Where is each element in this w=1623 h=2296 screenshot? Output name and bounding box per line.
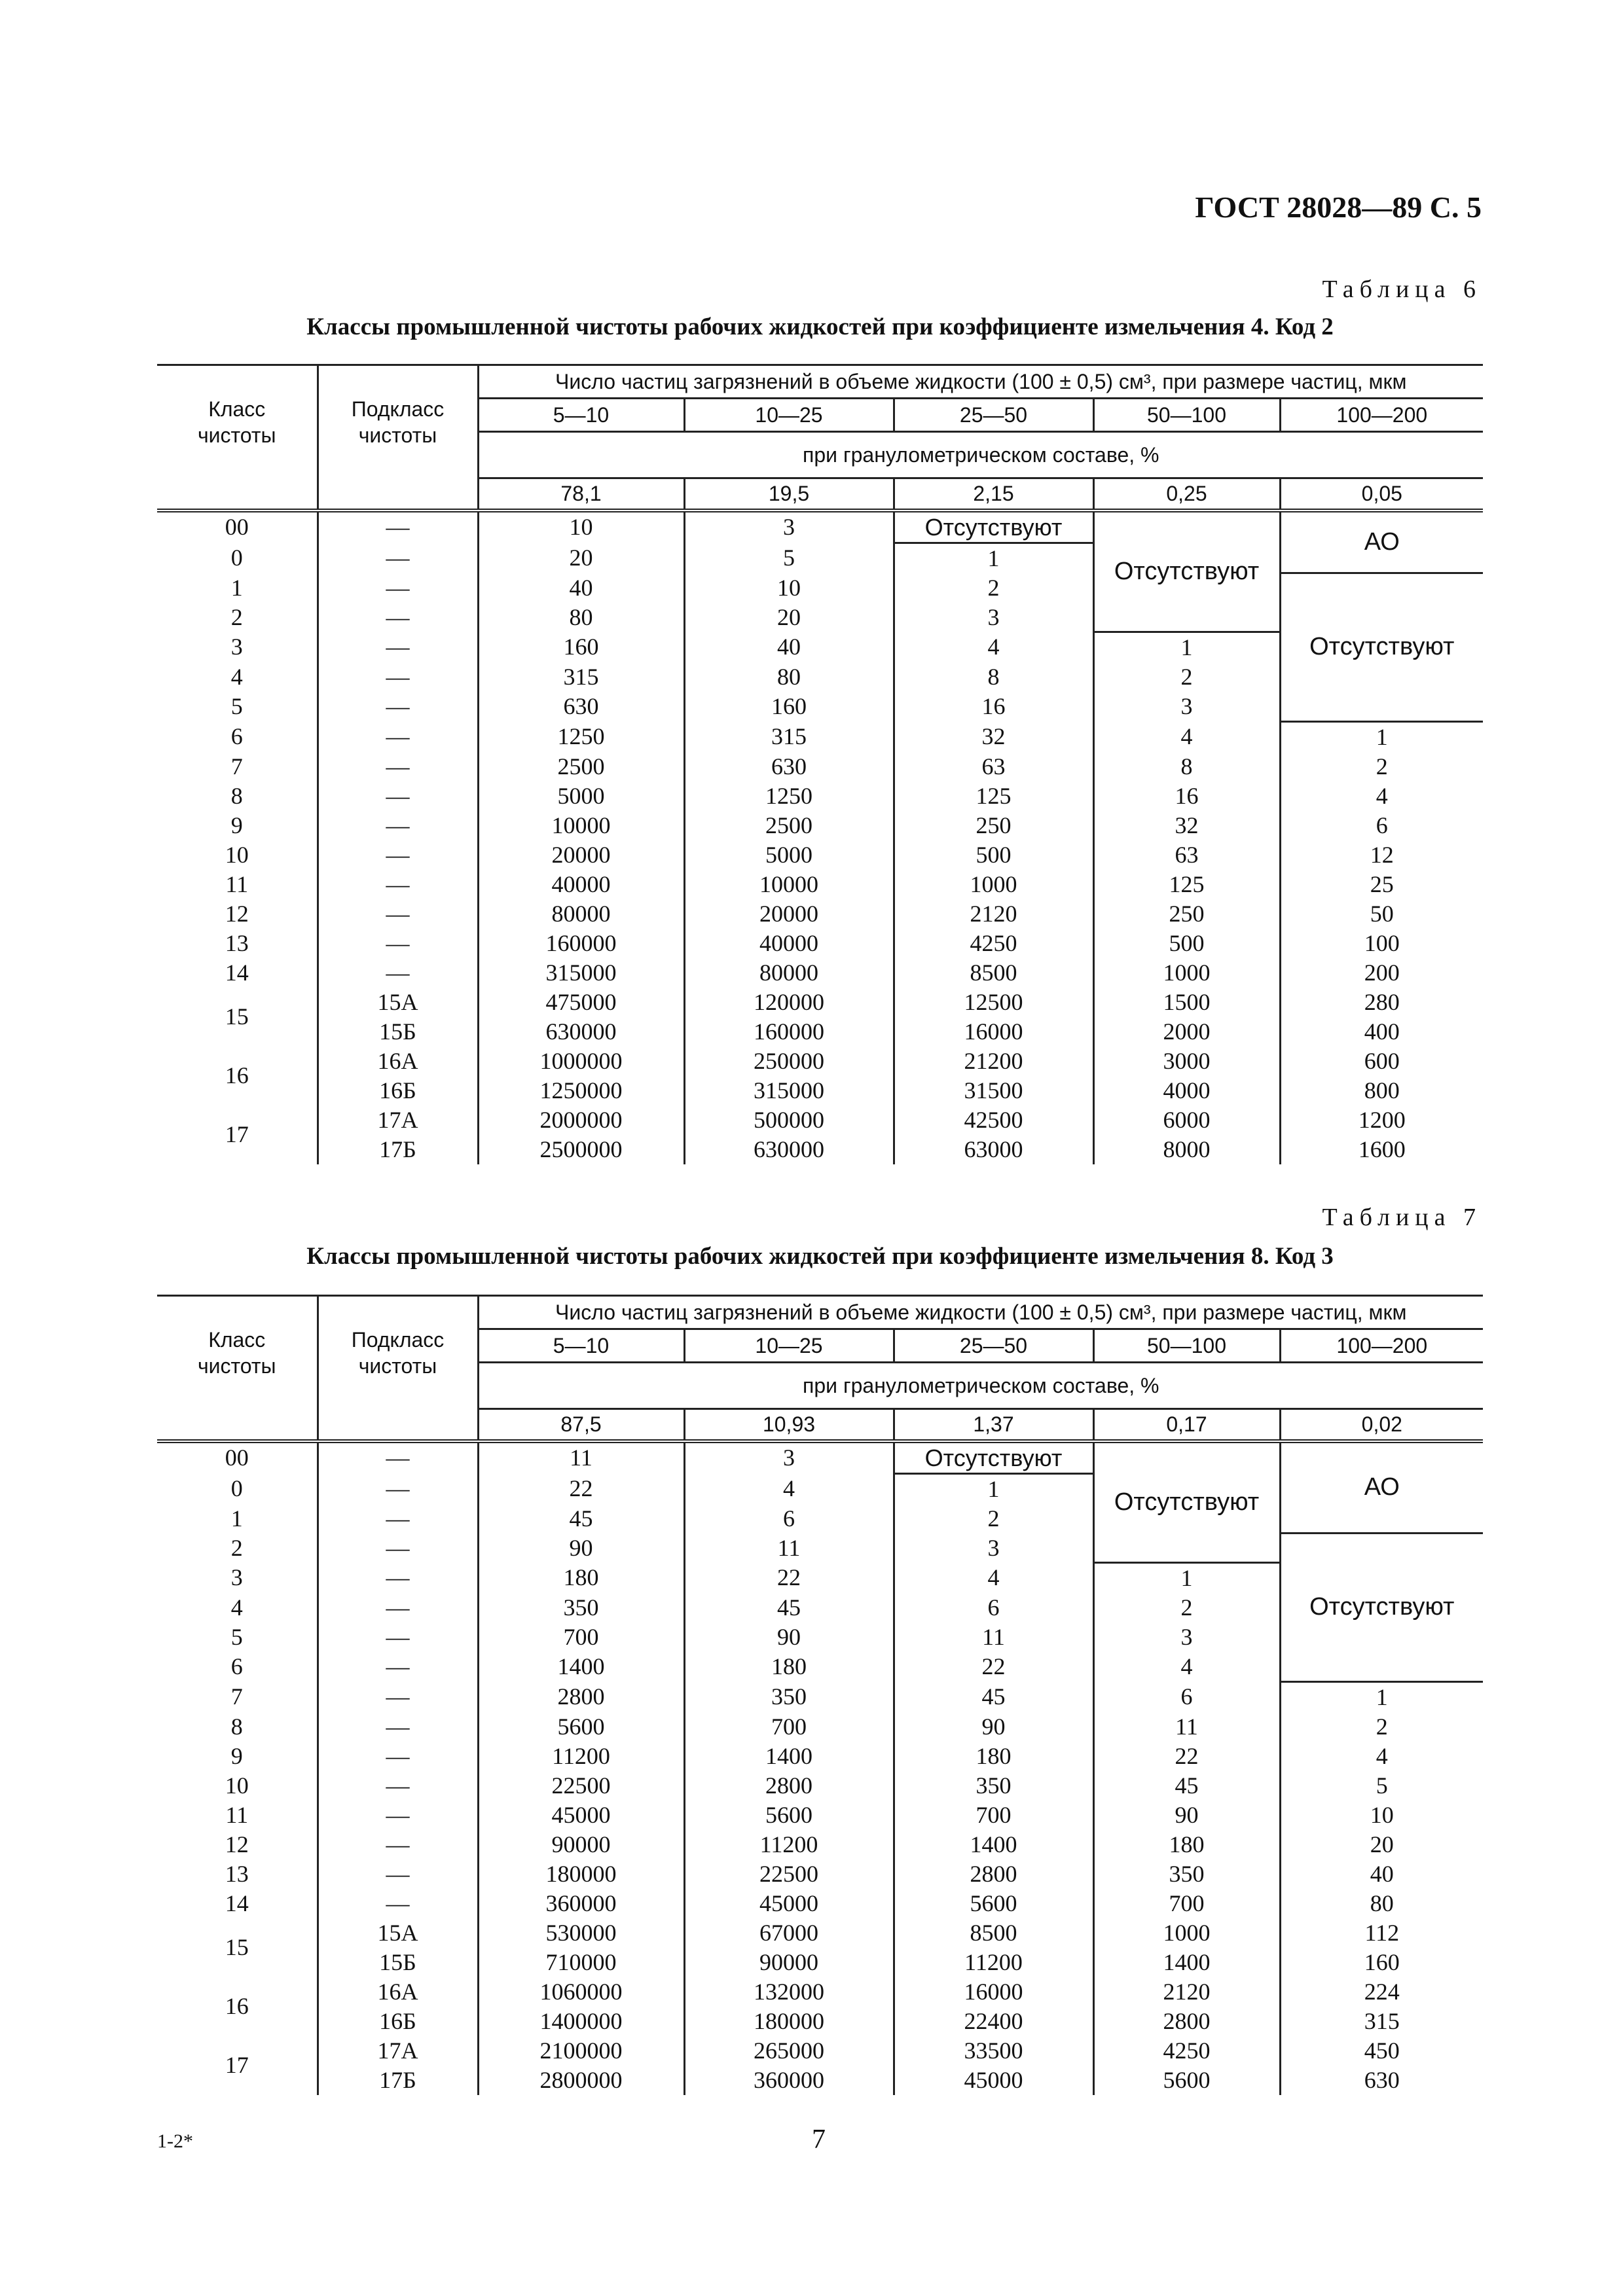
page-number: 7	[812, 2125, 826, 2155]
table-row: 4 — 350 45 6 2	[157, 1593, 1483, 1623]
size-50-100: 50—100	[1093, 1329, 1280, 1363]
table-6-label: Таблица 6	[1322, 276, 1482, 303]
table-7-body	[157, 1443, 1483, 2095]
class-col-header: Класс чистоты	[157, 1296, 318, 1409]
size-10-25: 10—25	[684, 1329, 894, 1363]
table-row: 6 — 1250 315 32 4 1	[157, 721, 1483, 752]
table-row: 13 — 180000 22500 2800 350 40	[157, 1859, 1483, 1889]
table-row: 14 — 315000 80000 8500 1000 200	[157, 958, 1483, 988]
table-row: 8 — 5000 1250 125 16 4	[157, 781, 1483, 811]
table-row: 13 — 160000 40000 4250 500 100	[157, 929, 1483, 958]
table-row: 2 — 90 11 3 Отсутствуют	[157, 1534, 1483, 1563]
absent-cell: Отсутствуют	[894, 1443, 1093, 1474]
absent-cell: Отсутствуют	[1280, 573, 1483, 722]
size-100-200: 100—200	[1280, 399, 1483, 432]
size-5-10: 5—10	[478, 399, 684, 432]
table-row: 3 — 160 40 4 1	[157, 632, 1483, 663]
table-row: 3 — 180 22 4 1	[157, 1563, 1483, 1594]
size-25-50: 25—50	[894, 399, 1093, 432]
table-row: 16Б 1400000 180000 22400 2800 315	[157, 2007, 1483, 2036]
page-header: ГОСТ 28028—89 С. 5	[1195, 190, 1482, 224]
table-7-title: Классы промышленной чистоты рабочих жидкостей при коэффициенте измельчения 8. Код 3	[306, 1243, 1334, 1270]
table-row: 16 16А 1000000 250000 21200 3000 600	[157, 1047, 1483, 1076]
table-row: 17Б 2800000 360000 45000 5600 630	[157, 2066, 1483, 2095]
absent-cell: Отсутствуют	[1093, 1443, 1280, 1563]
table-row: 0 — 22 4 1	[157, 1473, 1483, 1504]
absent-cell: Отсутствуют	[1093, 512, 1280, 632]
table-row: 5 — 700 90 11 3	[157, 1623, 1483, 1652]
table-row: 1 — 40 10 2 Отсутствуют	[157, 573, 1483, 603]
percent-5-10: 78,1	[478, 478, 684, 511]
table-row: 16 16А 1060000 132000 16000 2120 224	[157, 1977, 1483, 2007]
subclass-col-header: Подкласс чистоты	[318, 365, 478, 478]
size-25-50: 25—50	[894, 1329, 1093, 1363]
percent-50-100: 0,17	[1093, 1409, 1280, 1441]
table-row: 11 — 40000 10000 1000 125 25	[157, 870, 1483, 899]
table-row: 9 — 10000 2500 250 32 6	[157, 811, 1483, 840]
table-row: 7 — 2800 350 45 6 1	[157, 1681, 1483, 1712]
size-10-25: 10—25	[684, 399, 894, 432]
table-row: 17 17А 2000000 500000 42500 6000 1200	[157, 1105, 1483, 1135]
ao-cell: АО	[1280, 1443, 1483, 1534]
grain-header: при гранулометрическом составе, %	[478, 432, 1483, 478]
table-row: 10 — 22500 2800 350 45 5	[157, 1771, 1483, 1801]
percent-5-10: 87,5	[478, 1409, 684, 1441]
absent-cell: Отсутствуют	[894, 512, 1093, 543]
grain-header: при гранулометрическом составе, %	[478, 1363, 1483, 1409]
table-row: 15Б 710000 90000 11200 1400 160	[157, 1948, 1483, 1977]
table-row: 2 — 80 20 3	[157, 603, 1483, 632]
table-7-label: Таблица 7	[1322, 1204, 1482, 1231]
percent-10-25: 19,5	[684, 478, 894, 511]
table-row: 00 — 10 3 Отсутствуют Отсутствуют АО	[157, 512, 1483, 543]
subclass-col-header: Подкласс чистоты	[318, 1296, 478, 1409]
absent-cell: Отсутствуют	[1280, 1534, 1483, 1682]
table-row: 12 — 90000 11200 1400 180 20	[157, 1830, 1483, 1859]
table-row: 1 — 45 6 2	[157, 1504, 1483, 1534]
table-row: 7 — 2500 630 63 8 2	[157, 752, 1483, 781]
table-row: 15 15А 475000 120000 12500 1500 280	[157, 988, 1483, 1017]
table-6-title: Классы промышленной чистоты рабочих жидкостей при коэффициенте измельчения 4. Код 2	[306, 314, 1334, 340]
count-header: Число частиц загрязнений в объеме жидкости (100 ± 0,5) см³, при размере частиц, мкм	[478, 365, 1483, 399]
percent-50-100: 0,25	[1093, 478, 1280, 511]
table-row: 6 — 1400 180 22 4	[157, 1652, 1483, 1681]
count-header: Число частиц загрязнений в объеме жидкости (100 ± 0,5) см³, при размере частиц, мкм	[478, 1296, 1483, 1329]
percent-25-50: 2,15	[894, 478, 1093, 511]
table-row: 17Б 2500000 630000 63000 8000 1600	[157, 1135, 1483, 1164]
table-row: 10 — 20000 5000 500 63 12	[157, 840, 1483, 870]
percent-25-50: 1,37	[894, 1409, 1093, 1441]
table-row: 11 — 45000 5600 700 90 10	[157, 1801, 1483, 1830]
table-row: 8 — 5600 700 90 11 2	[157, 1712, 1483, 1742]
table-row: 5 — 630 160 16 3	[157, 692, 1483, 721]
table-row: 15Б 630000 160000 16000 2000 400	[157, 1017, 1483, 1047]
ao-cell: АО	[1280, 512, 1483, 573]
table-7-head	[157, 1296, 1483, 1443]
table-row: 12 — 80000 20000 2120 250 50	[157, 899, 1483, 929]
percent-100-200: 0,05	[1361, 482, 1402, 506]
table-6-head	[157, 365, 1483, 512]
table-6-body	[157, 512, 1483, 1164]
table-row: 16Б 1250000 315000 31500 4000 800	[157, 1076, 1483, 1105]
size-50-100: 50—100	[1093, 399, 1280, 432]
percent-100-200: 0,02	[1361, 1412, 1402, 1437]
table-row: 15 15А 530000 67000 8500 1000 112	[157, 1918, 1483, 1948]
percent-10-25: 10,93	[684, 1409, 894, 1441]
table-7	[157, 1295, 1483, 2095]
footer-signature-mark: 1-2*	[157, 2130, 193, 2152]
size-5-10: 5—10	[478, 1329, 684, 1363]
table-row: 14 — 360000 45000 5600 700 80	[157, 1889, 1483, 1918]
table-row: 9 — 11200 1400 180 22 4	[157, 1742, 1483, 1771]
table-row: 00 — 11 3 Отсутствуют Отсутствуют АО	[157, 1443, 1483, 1474]
table-row: 4 — 315 80 8 2	[157, 662, 1483, 692]
table-6	[157, 364, 1483, 1164]
table-row: 0 — 20 5 1	[157, 543, 1483, 573]
table-row: 17 17А 2100000 265000 33500 4250 450	[157, 2036, 1483, 2066]
class-col-header: Класс чистоты	[157, 365, 318, 478]
size-100-200: 100—200	[1280, 1329, 1483, 1363]
